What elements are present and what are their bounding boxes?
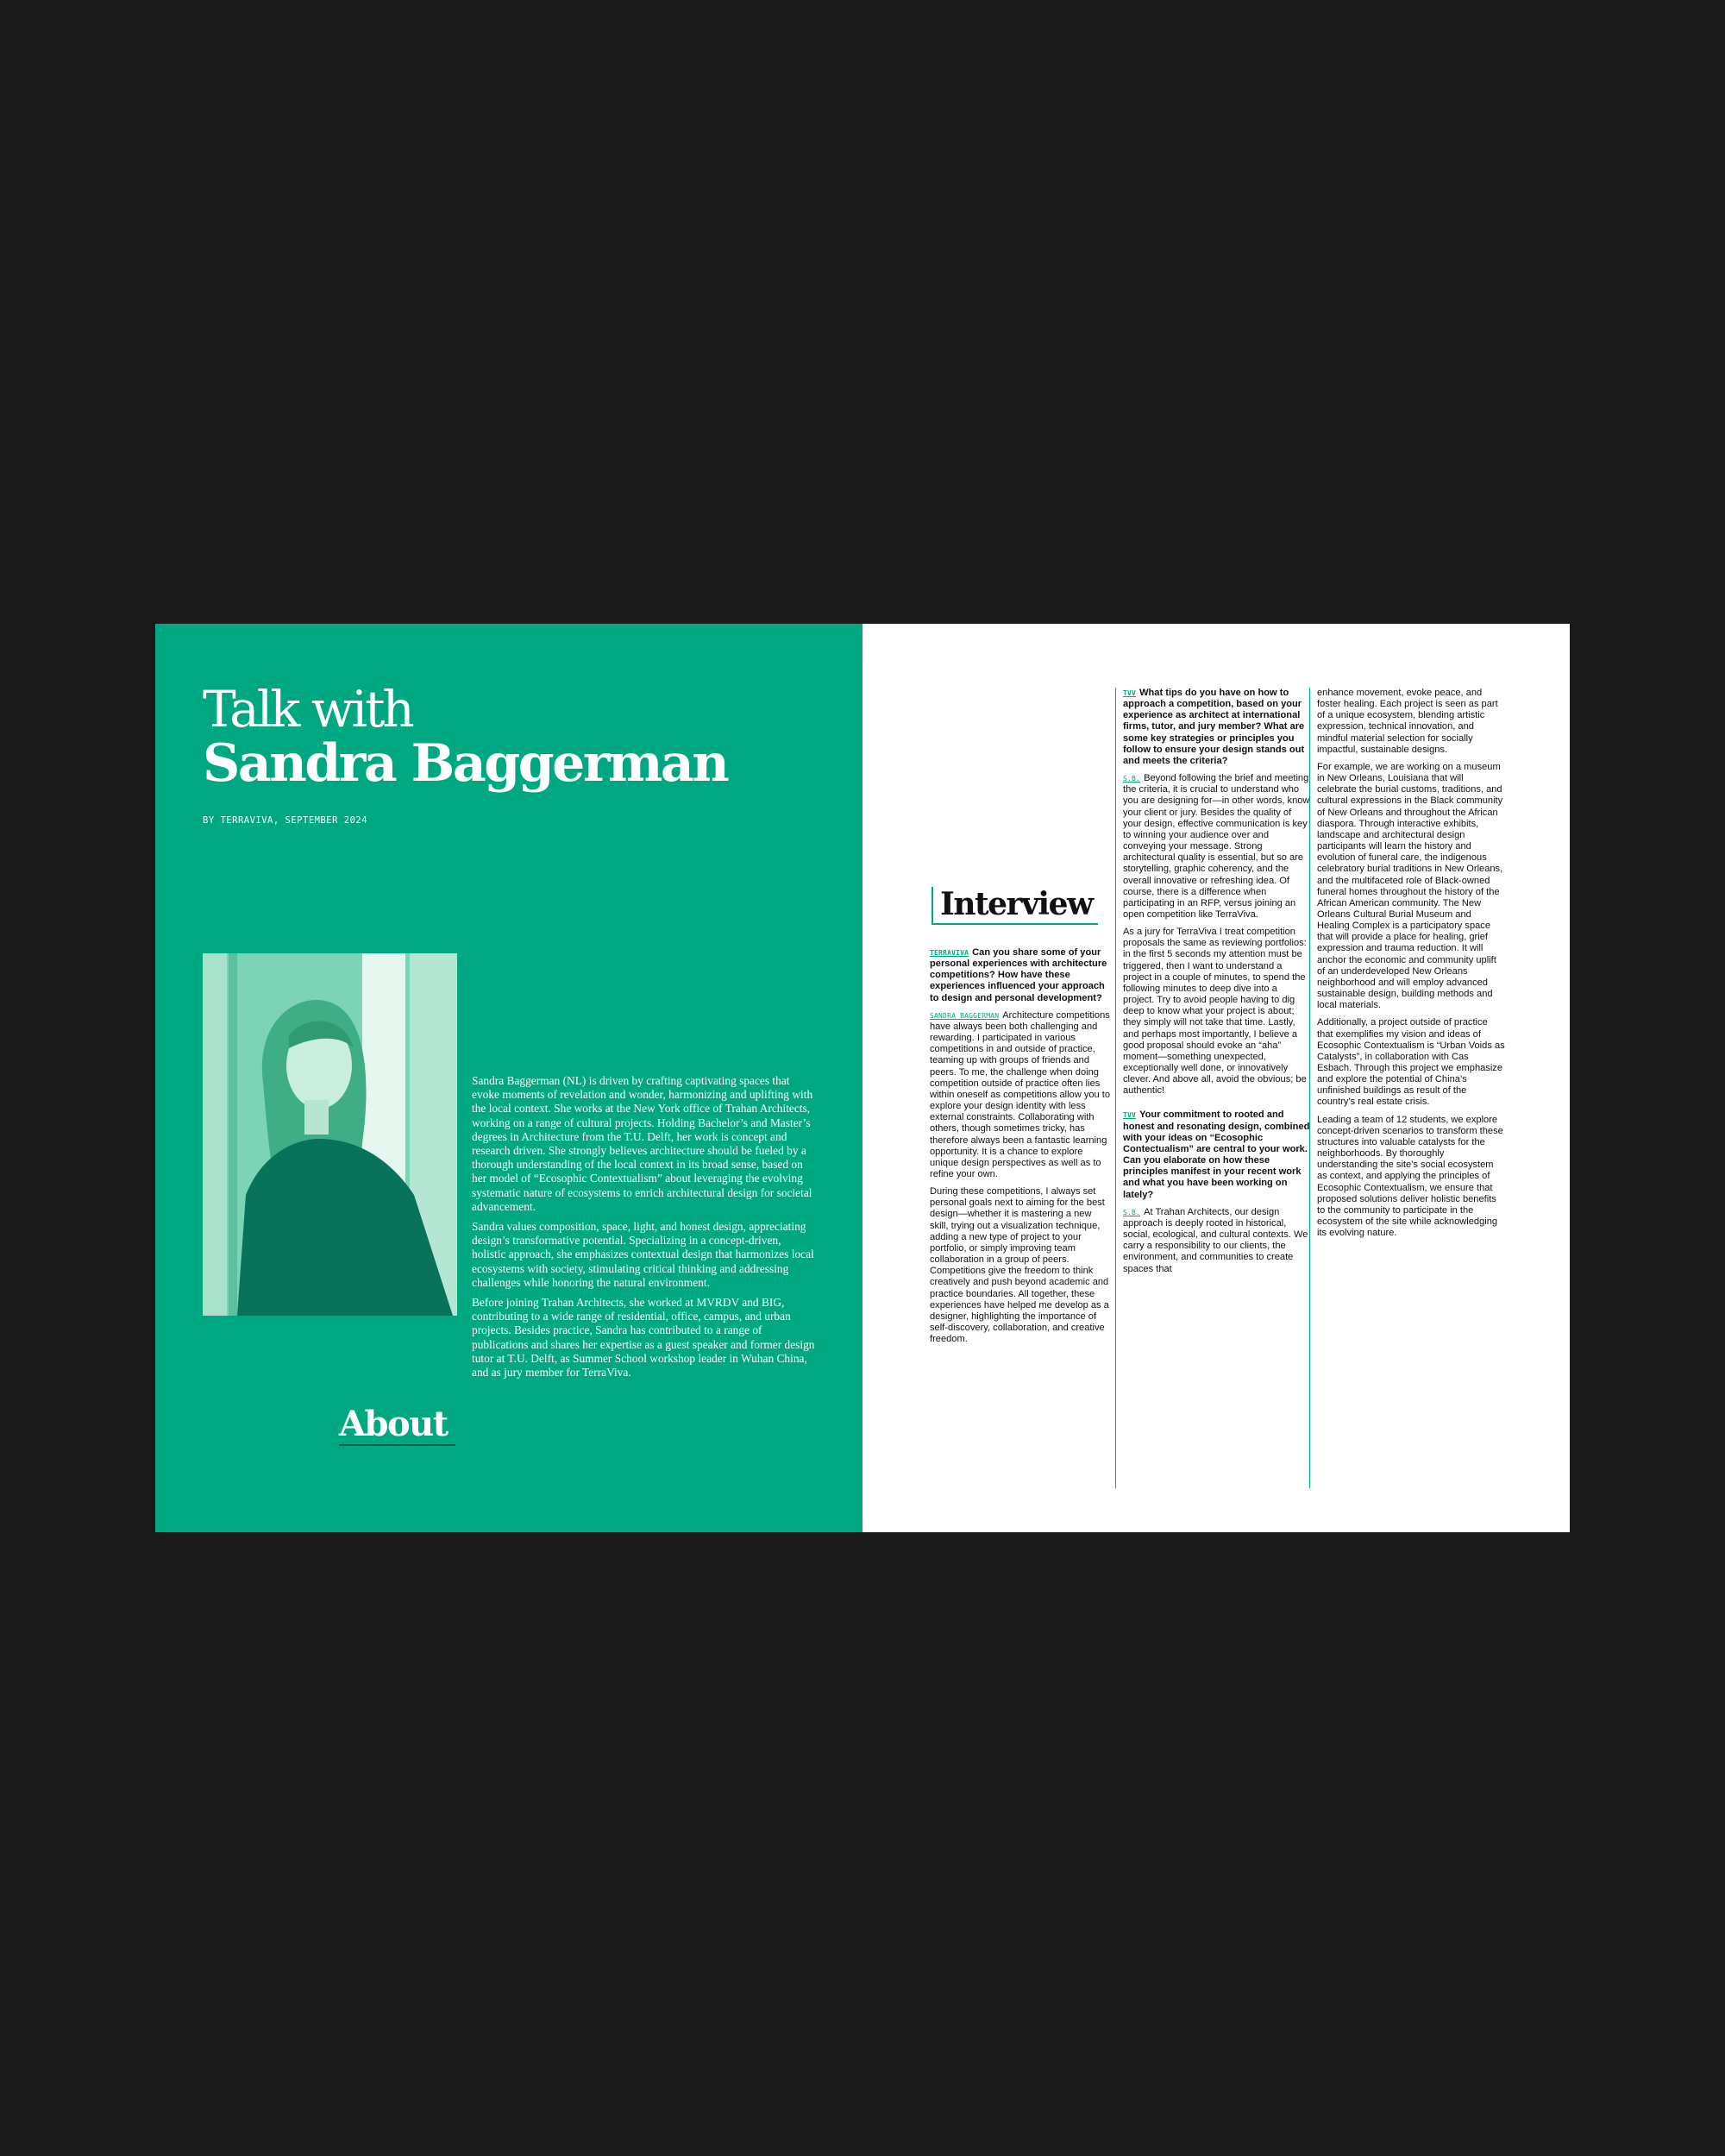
speaker-tag: S.B. — [1123, 775, 1141, 783]
answer-1-paragraph-2: During these competitions, I always set personal goals next to aiming for the best design—whether it is mastering a new skill, trying out a visualization technique, adding a new type of project to your portfolio, or simply improving team collaboration in a group of peers. Competitions give the freedom to think creatively and push beyond academic and practice boundaries. All together, these experiences have helped me develop as a designer, highlighting the importance of self-discovery, collaboration, and creative freedom. — [930, 1186, 1109, 1345]
answer-2-paragraph-2: As a jury for TerraViva I treat competition proposals the same as reviewing portfolios: in the first 5 seconds my attention must be triggered, then I want to understand a project in a couple of minutes, to spend the following minutes to deep dive into a project. Try to avoid people having to dig deep to know what your project is about; they simply will not take that time. Lastly, and perhaps most importantly, I believe a good proposal should evoke an “aha” moment—something unexpected, exceptionally well done, or innovatively clever. And above all, avoid the obvious; be authentic! — [1123, 927, 1307, 1097]
byline-prefix: BY — [203, 815, 215, 826]
column-3-paragraph-3: Additionally, a project outside of practice that exemplifies my vision and ideas of Ecosophic Contextualism is “Urban Voids as Catalysts”, in collaboration with Cas Esbach. Through this project we emphasize and explore the potential of China’s unfinished buildings as result of the country’s real estate crisis. — [1317, 1017, 1505, 1108]
question-1 — [930, 947, 1113, 1004]
byline-date: , SEPTEMBER 2024 — [273, 815, 368, 826]
answer-text: At Trahan Architects, our design approach is deeply rooted in historical, social, ecological, and cultural contexts. We carry a responsibility to our clients, the environment, and communities to create spaces that — [1123, 1206, 1308, 1274]
left-page — [155, 624, 862, 1532]
title-line-2: Sandra Baggerman — [203, 733, 728, 794]
speaker-tag: TVV — [1123, 689, 1137, 697]
interview-column-1 — [930, 947, 1113, 1351]
column-3-paragraph-1: enhance movement, evoke peace, and foster healing. Each project is seen as part of a unique ecosystem, blending artistic expression, technical innovation, and mindful material selection for socially impactful, sustainable designs. — [1317, 688, 1498, 755]
interview-heading: Interview — [932, 887, 1098, 925]
answer-text: Beyond following the brief and meeting the criteria, it is crucial to understand who you are designing for—in other words, know your client or jury. Besides the quality of your design, effective communication is key to winning your audience over and conveying your message. Strong architectural quality is essential, but so are storytelling, graphic coherency, and the overall innovative or refreshing idea. Of course, there is a difference when participating in an RFP, versus joining an open competition like TerraViva. — [1123, 773, 1310, 920]
portrait-photo — [203, 953, 457, 1316]
speaker-tag: S.B. — [1123, 1208, 1141, 1216]
question-text: What tips do you have on how to approach a competition, based on your experience as architect at international firms, tutor, and jury member? What are some key strategies or principles you follow to ensure your design stands out and meets the criteria? — [1123, 688, 1305, 766]
about-paragraph-3: Before joining Trahan Architects, she worked at MVRDV and BIG, contributing to a wide range of residential, office, campus, and urban projects. Besides practice, Sandra has contributed to a range of publications and shares her expertise as a guest speaker and former design tutor at T.U. Delft, as Summer School workshop leader in Wuhan China, and as jury member for TerraViva. — [472, 1296, 815, 1380]
speaker-tag: SANDRA BAGGERMAN — [930, 1011, 1000, 1020]
about-paragraph-2: Sandra values composition, space, light, and honest design, appreciating design’s transformative potential. Specializing in a concept-driven, holistic approach, she emphasizes contextual design that harmonizes local ecosystems with society, stimulating critical thinking and addressing challenges while honoring the natural environment. — [472, 1220, 814, 1289]
question-text: Your commitment to rooted and honest and resonating design, combined with your ideas on “Ecosophic Contectualism” are central to your work. Can you elaborate on how these principles manifest in your recent work and what you have been working on lately? — [1123, 1109, 1310, 1200]
about-text — [472, 1074, 817, 1386]
column-3-paragraph-4: Leading a team of 12 students, we explore concept-driven scenarios to transform these structures into valuable catalysts for the neighborhoods. By thoroughly understanding the site’s social ecosystem as context, and applying the principles of Ecosophic Contextualism, we ensure that proposed solutions deliver holistic benefits to the community to participate in the ecosystem of the site while acknowledging its evolving nature. — [1317, 1114, 1503, 1239]
question-2 — [1123, 688, 1311, 767]
interview-column-2 — [1115, 688, 1311, 1488]
byline-author: TERRAVIVA — [220, 815, 273, 826]
magazine-spread — [155, 624, 1570, 1532]
speaker-tag: TVV — [1123, 1111, 1137, 1120]
question-text: Can you share some of your personal experiences with architecture competitions? How have these experiences influenced your approach to design and personal development? — [930, 947, 1107, 1003]
answer-1 — [930, 1010, 1113, 1180]
answer-3 — [1123, 1207, 1311, 1275]
byline — [203, 815, 367, 826]
question-3 — [1123, 1109, 1311, 1200]
about-paragraph-1: Sandra Baggerman (NL) is driven by crafting captivating spaces that evoke moments of revelation and wonder, harmonizing and uplifting with the local context. She works at the New York office of Trahan Architects, working on a range of cultural projects. Holding Bachelor’s and Master’s degrees in Architecture from the T.U. Delft, her work is concept and research driven. She strongly believes architecture should be fueled by a thorough understanding of the local context in its broad sense, based on her model of “Ecosophic Contextualism” about leveraging the evolving systematic nature of ecosystems to enrich architectural design for societal advancement. — [472, 1074, 813, 1213]
interview-column-3 — [1309, 688, 1505, 1488]
speaker-tag: TERRAVIVA — [930, 949, 969, 957]
answer-2 — [1123, 773, 1311, 921]
title-line-1: Talk with — [203, 680, 412, 739]
right-page — [862, 624, 1570, 1532]
column-3-paragraph-2: For example, we are working on a museum in New Orleans, Louisiana that will celebrate the burial customs, traditions, and cultural expressions in the Black community of New Orleans and throughout the African diaspora. Through interactive exhibits, landscape and architectural design participants will learn the history and evolution of funeral care, the indigenous celebratory burial traditions in New Orleans, and the multifaceted role of Black-owned funeral homes throughout the history of the African American community. The New Orleans Cultural Burial Museum and Healing Complex is a participatory space that will provide a place for healing, grief expression and trauma reduction. It will anchor the economic and community uplift of an underdeveloped New Orleans neighborhood and will employ advanced sustainable design, building methods and local materials. — [1317, 761, 1503, 1011]
answer-text: Architecture competitions have always been both challenging and rewarding. I participated in various competitions in and outside of practice, teaming up with groups of friends and peers. To me, the challenge when doing competition outside of practice often lies within oneself as competitions allow you to explore your design identity with less external constraints. Collaborating with others, though sometimes tricky, has therefore always been a fantastic learning opportunity. It is a chance to explore unique design perspectives as well as to refine your own. — [930, 1009, 1111, 1179]
about-heading: About — [339, 1407, 455, 1446]
